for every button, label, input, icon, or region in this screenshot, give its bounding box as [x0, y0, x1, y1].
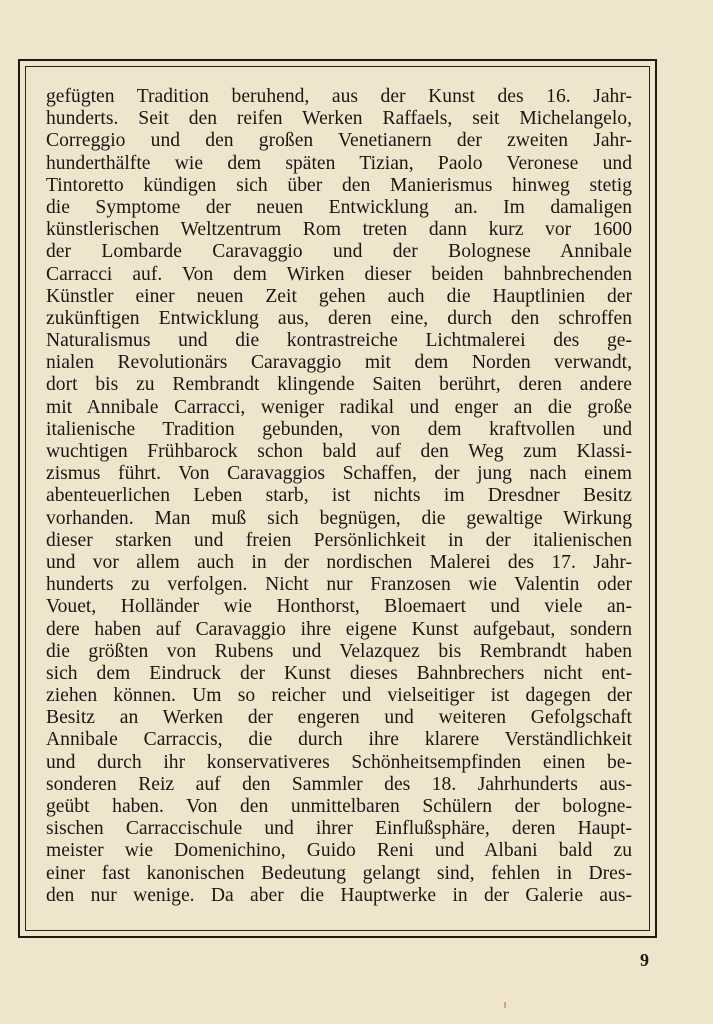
- text-line: Tintoretto kündigen sich über den Manierismus hinweg stetig: [46, 174, 632, 196]
- text-line: Besitz an Werken der engeren und weiteren Gefolgschaft: [46, 707, 632, 729]
- text-line: hunderts zu verfolgen. Nicht nur Franzosen wie Valentin oder: [46, 574, 632, 596]
- text-line: zukünftigen Entwicklung aus, deren eine, durch den schroffen: [46, 307, 632, 329]
- text-line: sonderen Reiz auf den Sammler des 18. Jahrhunderts aus-: [46, 773, 632, 795]
- paper-speck: [504, 1002, 506, 1008]
- text-line: nialen Revolutionärs Caravaggio mit dem Norden verwandt,: [46, 352, 632, 374]
- text-line: Vouet, Holländer wie Honthorst, Bloemaert und viele an-: [46, 596, 632, 618]
- text-line: hunderthälfte wie dem späten Tizian, Paolo Veronese und: [46, 152, 632, 174]
- text-line: Annibale Carraccis, die durch ihre klarere Verständlichkeit: [46, 729, 632, 751]
- text-line: ziehen können. Um so reicher und vielseitiger ist dagegen der: [46, 685, 632, 707]
- text-line: zismus führt. Von Caravaggios Schaffen, der jung nach einem: [46, 463, 632, 485]
- text-line: mit Annibale Carracci, weniger radikal und enger an die große: [46, 396, 632, 418]
- text-line: und durch ihr konservativeres Schönheitsempfinden einen be-: [46, 751, 632, 773]
- text-line: künstlerischen Weltzentrum Rom treten dann kurz vor 1600: [46, 219, 632, 241]
- text-line: abenteuerlichen Leben starb, ist nichts im Dresdner Besitz: [46, 485, 632, 507]
- text-line: Künstler einer neuen Zeit gehen auch die Hauptlinien der: [46, 285, 632, 307]
- text-line: die Symptome der neuen Entwicklung an. Im damaligen: [46, 196, 632, 218]
- body-text: [46, 86, 632, 907]
- text-line: wuchtigen Frühbarock schon bald auf den Weg zum Klassi-: [46, 441, 632, 462]
- text-line: sich dem Eindruck der Kunst dieses Bahnbrechers nicht ent-: [46, 662, 632, 684]
- text-line: geübt haben. Von den unmittelbaren Schülern der bologne-: [46, 796, 632, 817]
- text-line: italienische Tradition gebunden, von dem kraftvollen und: [46, 418, 632, 440]
- text-line: dieser starken und freien Persönlichkeit in der italienischen: [46, 529, 632, 551]
- text-line: Correggio und den großen Venetianern der zweiten Jahr-: [46, 130, 632, 152]
- text-line: sischen Carraccischule und ihrer Einflußsphäre, deren Haupt-: [46, 818, 632, 840]
- text-line: vorhanden. Man muß sich begnügen, die gewaltige Wirkung: [46, 507, 632, 529]
- text-line: dere haben auf Caravaggio ihre eigene Kunst aufgebaut, sondern: [46, 618, 632, 640]
- text-line: meister wie Domenichino, Guido Reni und Albani bald zu: [46, 840, 632, 862]
- text-line: hunderts. Seit den reifen Werken Raffaels, seit Michelangelo,: [46, 108, 632, 130]
- page-number: 9: [640, 950, 649, 970]
- text-line: der Lombarde Caravaggio und der Bolognese Annibale: [46, 241, 632, 263]
- text-line: den nur wenige. Da aber die Hauptwerke in der Galerie aus-: [46, 884, 632, 906]
- text-line: gefügten Tradition beruhend, aus der Kunst des 16. Jahr-: [46, 86, 632, 107]
- text-line: und vor allem auch in der nordischen Malerei des 17. Jahr-: [46, 551, 632, 573]
- text-line: dort bis zu Rembrandt klingende Saiten berührt, deren andere: [46, 374, 632, 396]
- text-line: Carracci auf. Von dem Wirken dieser beiden bahnbrechenden: [46, 263, 632, 285]
- text-line: einer fast kanonischen Bedeutung gelangt sind, fehlen in Dres-: [46, 862, 632, 884]
- text-line: die größten von Rubens und Velazquez bis Rembrandt haben: [46, 640, 632, 662]
- text-line: Naturalismus und die kontrastreiche Lichtmalerei des ge-: [46, 330, 632, 352]
